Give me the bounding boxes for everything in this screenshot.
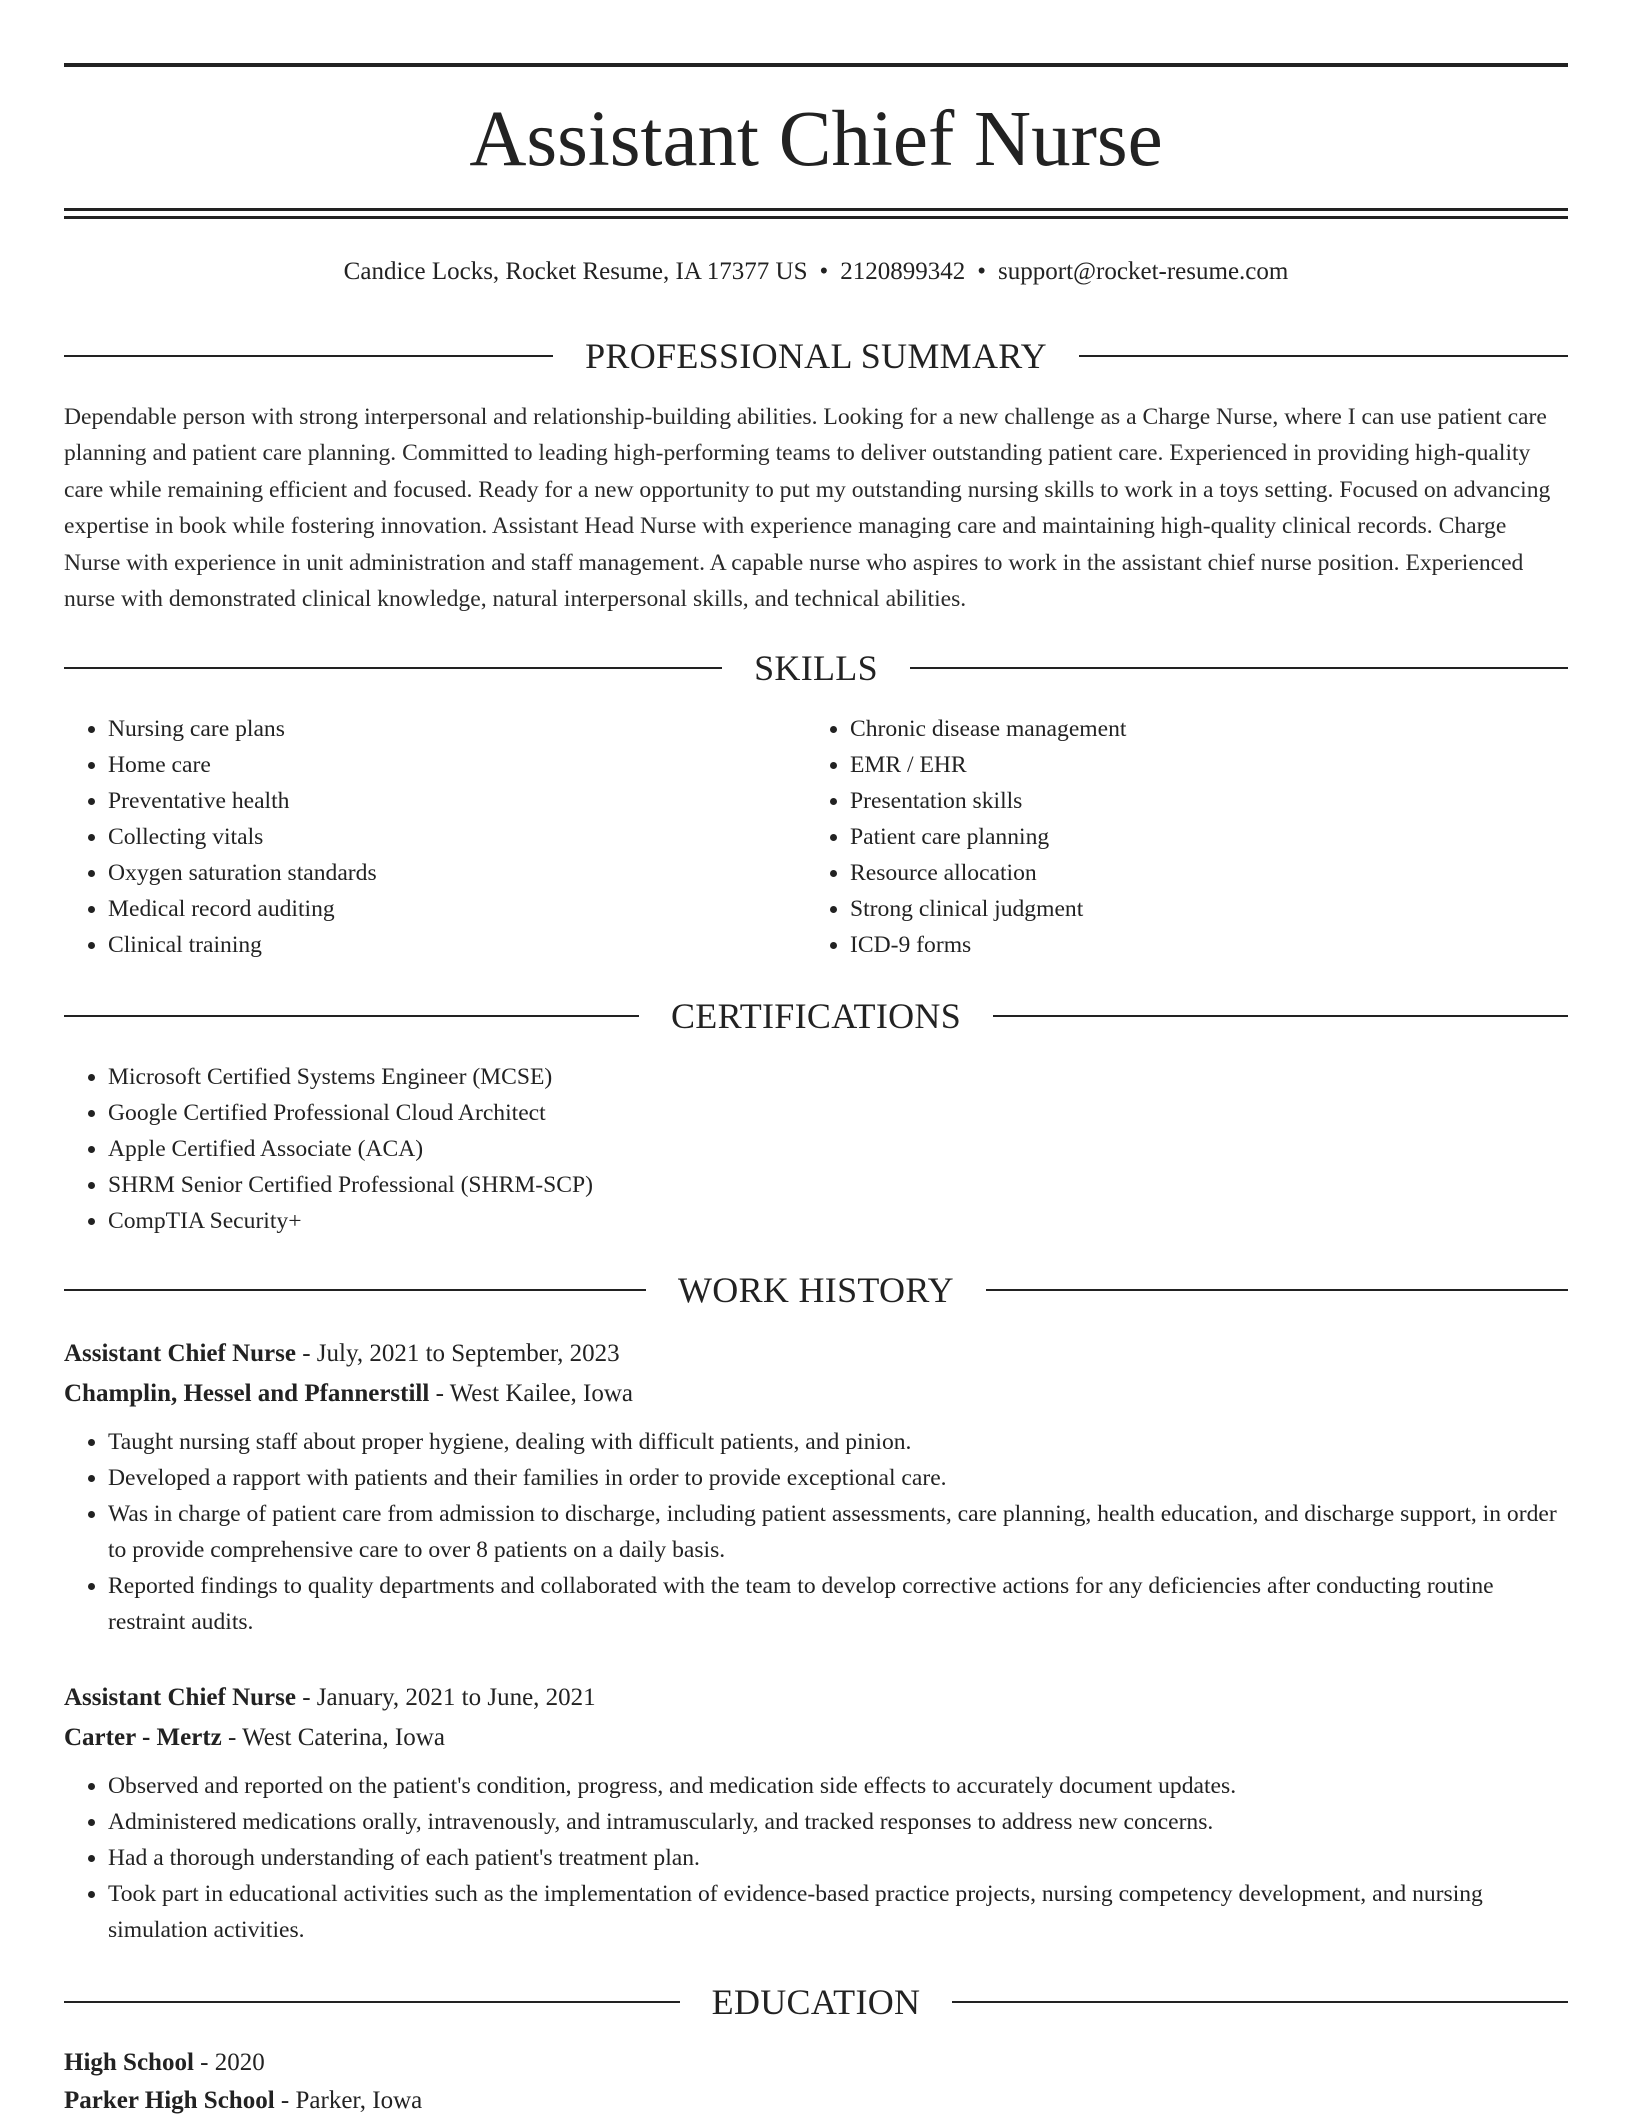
skill-item: • Nursing care plans [108,711,804,747]
certification-item: • CompTIA Security+ [108,1203,1568,1239]
heading-rule [64,2001,680,2003]
summary-block [64,399,1568,617]
job-title-line [64,1334,1568,1374]
heading-rule [64,1289,646,1291]
skill-item: • Collecting vitals [108,819,804,855]
job-bullet: • Developed a rapport with patients and their families in order to provide exceptional care. [108,1460,1568,1496]
job-bullet: • Administered medications orally, intravenously, and intramuscularly, and tracked responses to address new concerns. [108,1804,1568,1840]
heading-rule [64,355,553,357]
job-title-line [64,1678,1568,1718]
education-location: - Parker, Iowa [274,2087,423,2114]
job-location: - West Kailee, Iowa [429,1380,634,1407]
contact-phone: 2120899342 [840,258,966,285]
skills-column-left [64,711,804,963]
heading-rule [64,1015,639,1017]
work-entry [64,1334,1568,1640]
heading-rule [910,667,1568,669]
title-rule-lower [64,216,1568,219]
education-degree: High School [64,2049,194,2076]
section-heading-certifications [64,991,1568,1041]
education-school-line [64,2082,1568,2120]
skill-item: • ICD-9 forms [850,927,1566,963]
section-title: CERTIFICATIONS [670,996,962,1036]
heading-rule [1079,355,1568,357]
certification-item: • Microsoft Certified Systems Engineer (MCSE) [108,1059,1568,1095]
heading-rule [64,667,722,669]
work-entry [64,1678,1568,1948]
summary-text: Dependable person with strong interpersonal and relationship-building abilities. Looking for a new challenge as a Charge Nurse, where I can use patient care planning and patient care planning. Committed to leading high-performing teams to deliver outstanding patient care. Experienced in providing high-quality care while remaining efficient and focused. Ready for a new opportunity to put my outstanding nursing skills to work in a toys setting. Focused on advancing expertise in book while fostering innovation. Assistant Head Nurse with experience managing care and maintaining high-quality clinical records. Charge Nurse with experience in unit administration and staff management. A capable nurse who aspires to work in the assistant chief nurse position. Experienced nurse with demonstrated clinical knowledge, natural interpersonal skills, and technical abilities. [64,404,1551,613]
skill-item: • Preventative health [108,783,804,819]
job-dates: - January, 2021 to June, 2021 [295,1684,596,1711]
skill-item: • Patient care planning [850,819,1566,855]
job-bullet: • Took part in educational activities such as the implementation of evidence-based practice projects, nursing competency development, and nursing simulation activities. [108,1876,1568,1948]
title-rule-upper [64,208,1568,211]
skill-item: • Oxygen saturation standards [108,855,804,891]
skills-column-right [806,711,1566,963]
job-bullet: • Was in charge of patient care from admission to discharge, including patient assessments, care planning, health education, and discharge support, in order to provide comprehensive care to over 8 patients on a daily basis. [108,1496,1568,1568]
section-heading-skills [64,643,1568,693]
job-bullets [64,1768,1568,1948]
contact-email: support@rocket-resume.com [998,258,1289,285]
contact-separator: • [977,258,987,285]
contact-address: Candice Locks, Rocket Resume, IA 17377 US [343,258,808,285]
skill-item: • Strong clinical judgment [850,891,1566,927]
job-company: Carter - Mertz [64,1724,222,1751]
contact-separator: • [819,258,829,285]
certification-item: • SHRM Senior Certified Professional (SHRM-SCP) [108,1167,1568,1203]
job-dates: - July, 2021 to September, 2023 [295,1340,620,1367]
job-bullet: • Reported findings to quality departments and collaborated with the team to develop corrective actions for any deficiencies after conducting routine restraint audits. [108,1568,1568,1640]
skill-item: • Clinical training [108,927,804,963]
job-bullets [64,1424,1568,1640]
education-school: Parker High School [64,2087,275,2114]
certifications-list [64,1059,1568,1239]
skill-item: • Presentation skills [850,783,1566,819]
section-heading-education [64,1977,1568,2027]
job-company: Champlin, Hessel and Pfannerstill [64,1380,430,1407]
section-title: WORK HISTORY [678,1270,954,1310]
job-company-line [64,1374,1568,1414]
job-bullet: • Observed and reported on the patient's condition, progress, and medication side effects to accurately document updates. [108,1768,1568,1804]
certification-item: • Apple Certified Associate (ACA) [108,1131,1568,1167]
top-rule [64,63,1568,67]
education-entry [64,2044,1568,2120]
job-title: Assistant Chief Nurse [64,1340,296,1367]
section-title: PROFESSIONAL SUMMARY [585,336,1047,376]
section-title: SKILLS [754,648,878,688]
section-heading-work [64,1265,1568,1315]
section-title: EDUCATION [711,1982,921,2022]
heading-rule [986,1289,1568,1291]
job-bullet: • Had a thorough understanding of each patient's treatment plan. [108,1840,1568,1876]
education-year: - 2020 [193,2049,265,2076]
skill-item: • EMR / EHR [850,747,1566,783]
section-heading-summary [64,331,1568,381]
job-bullet: • Taught nursing staff about proper hygiene, dealing with difficult patients, and pinion. [108,1424,1568,1460]
heading-rule [952,2001,1568,2003]
job-location: - West Caterina, Iowa [221,1724,445,1751]
contact-line [64,254,1568,290]
education-degree-line [64,2044,1568,2082]
skill-item: • Chronic disease management [850,711,1566,747]
skill-item: • Home care [108,747,804,783]
job-company-line [64,1718,1568,1758]
certification-item: • Google Certified Professional Cloud Architect [108,1095,1568,1131]
skill-item: • Resource allocation [850,855,1566,891]
job-title: Assistant Chief Nurse [64,1684,296,1711]
page-title: Assistant Chief Nurse [469,96,1163,183]
heading-rule [993,1015,1568,1017]
skill-item: • Medical record auditing [108,891,804,927]
